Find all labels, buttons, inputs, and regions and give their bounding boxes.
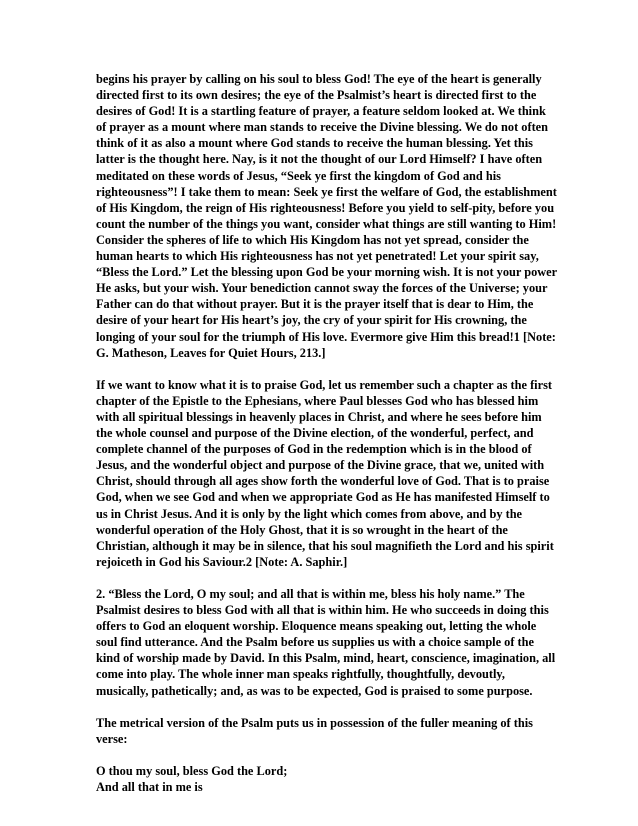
metrical-verse	[96, 763, 558, 795]
document-page	[96, 71, 558, 795]
verse-line: O thou my soul, bless God the Lord;	[96, 764, 288, 779]
paragraph-metrical-version: The metrical version of the Psalm puts us in possession of the fuller meaning of this verse:	[96, 715, 533, 746]
paragraph-verse-two: 2. “Bless the Lord, O my soul; and all that is within me, bless his holy name.” The Psalmist desires to bless God with all that is within him. He who succeeds in doing this offers to God an eloquent worship. Eloquence means speaking out, letting the whole soul find utterance. And the Psalm before us supplies us with a choice sample of the kind of worship made by David. In this Psalm, mind, heart, conscience, imagination, all come into play. The whole inner man speaks rightfully, thoughtfully, devoutly, musically, pathetically; and, as was to be expected, God is praised to some purpose.	[96, 587, 556, 698]
paragraph-saphir: If we want to know what it is to praise God, let us remember such a chapter as the first chapter of the Epistle to the Ephesians, where Paul blesses God who has blessed him with all spiritual blessings in heavenly places in Christ, and where he sees before him the whole counsel and purpose of the Divine election, of the wonderful, perfect, and complete channel of the purposes of God in the redemption which is in the blood of Jesus, and the wonderful object and purpose of the Divine grace, that we, united with Christ, should through all ages show forth the wonderful love of God. That is to praise God, when we see God and when we appropriate God as He has manifested Himself to us in Christ Jesus. And it is only by the light which comes from above, and by the wonderful operation of the Holy Ghost, that it is so wrought in the heart of the Christian, although it may be in silence, that his soul magnifieth the Lord and his spirit rejoiceth in God his Saviour.2 [Note: A. Saphir.]	[96, 377, 554, 569]
verse-line: And all that in me is	[96, 780, 203, 795]
paragraph-matheson: begins his prayer by calling on his soul to bless God! The eye of the heart is generally directed first to its own desires; the eye of the Psalmist’s heart is directed first to the desires of God! It is a startling feature of prayer, a feature seldom looked at. We think of prayer as a mount where man stands to receive the Divine blessing. We do not often think of it as also a mount where God stands to receive the human blessing. Yet this latter is the thought here. Nay, is it not the thought of our Lord Himself? I have often meditated on these words of Jesus, “Seek ye first the kingdom of God and his righteousness”! I take them to mean: Seek ye first the welfare of God, the establishment of His Kingdom, the reign of His righteousness! Before you yield to self-pity, before you count the number of the things you want, consider what things are still wanting to Him! Consider the spheres of life to which His Kingdom has not yet spread, consider the human hearts to which His righteousness has not yet penetrated! Let your spirit say, “Bless the Lord.” Let the blessing upon God be your morning wish. It is not your power He asks, but your wish. Your benediction cannot sway the forces of the Universe; your Father can do that without prayer. But it is the prayer itself that is dear to Him, the desire of your heart for His heart’s joy, the cry of your spirit for His crowning, the longing of your soul for the triumph of His love. Evermore give Him this bread!1 [Note: G. Matheson, Leaves for Quiet Hours, 213.]	[96, 72, 557, 360]
